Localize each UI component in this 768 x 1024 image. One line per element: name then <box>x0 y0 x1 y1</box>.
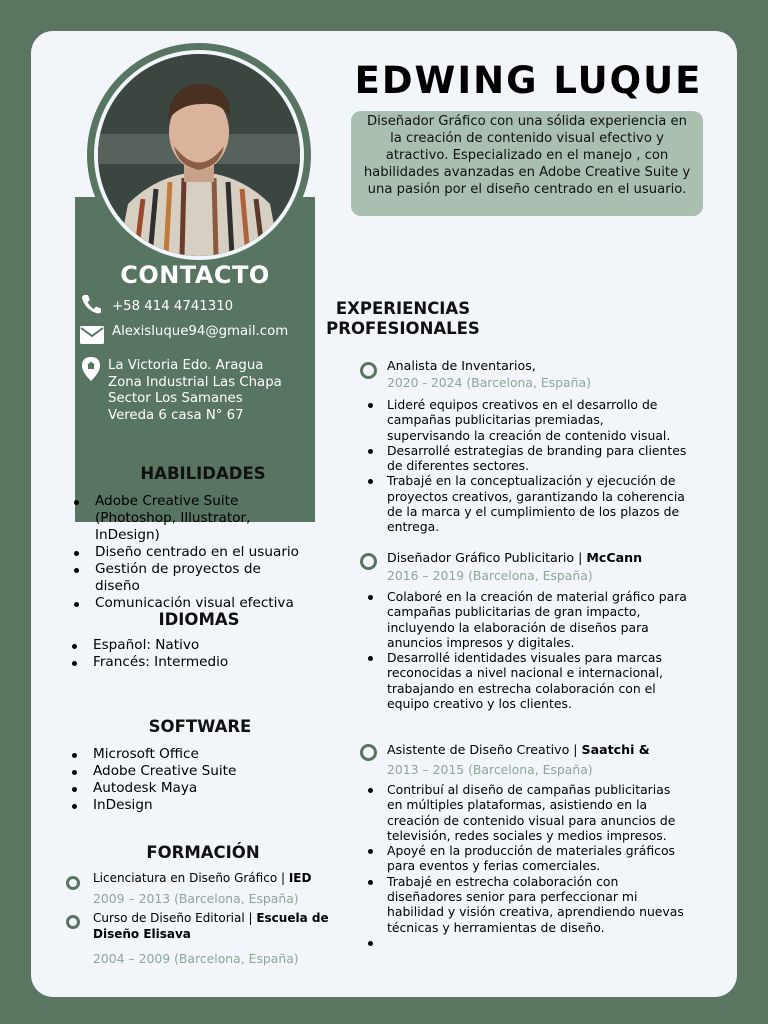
list-item: Apoyé en la producción de materiales gráficos para eventos y ferias comerciales. <box>387 843 687 874</box>
list-item: Adobe Creative Suite (Photoshop, Illustrator, InDesign) <box>95 493 305 544</box>
job-bullets-3 <box>387 782 687 950</box>
list-item: Microsoft Office <box>93 746 293 763</box>
ring-bullet-icon <box>360 744 377 761</box>
list-item: Desarrollé estrategias de branding para clientes de diferentes sectores. <box>387 442 687 474</box>
location-pin-icon <box>82 357 102 381</box>
job-title-1: Analista de Inventarios, <box>387 358 536 373</box>
ring-bullet-icon <box>66 876 80 890</box>
resume-card <box>31 31 737 997</box>
list-item: Colaboré en la creación de material gráfico para campañas publicitarias de gran impacto, incluyendo la elaboración de diseños para anuncios impresos y digitales. <box>387 589 687 650</box>
candidate-name: EDWING LUQUE <box>354 59 703 102</box>
list-item: Comunicación visual efectiva <box>95 595 305 612</box>
education-item-2: Curso de Diseño Editorial | Escuela de Diseño Elisava <box>93 911 329 941</box>
ring-bullet-icon <box>66 915 80 929</box>
contact-email[interactable]: Alexisluque94@gmail.com <box>112 324 289 339</box>
education-item-1: Licenciatura en Diseño Gráfico | IED <box>93 871 312 885</box>
job-title-2: Diseñador Gráfico Publicitario | McCann <box>387 550 643 565</box>
job-dates-2: 2016 – 2019 (Barcelona, España) <box>387 568 593 583</box>
list-item: Lideré equipos creativos en el desarrollo de campañas publicitarias premiadas, supervisando la creación de contenido visual. <box>387 397 687 443</box>
list-item: Trabajé en estrecha colaboración con diseñadores senior para perfeccionar mi habilidad y visión creativa, aprendiendo nuevas técnicas y herramientas de diseño. <box>387 874 687 935</box>
list-item: InDesign <box>93 797 293 814</box>
job-title-3: Asistente de Diseño Creativo | Saatchi & <box>387 742 650 757</box>
list-item <box>387 935 687 950</box>
list-item: Trabajé en la conceptualización y ejecución de proyectos creativos, garantizando la coherencia de la marca y el cumplimiento de los plazos de entrega. <box>387 473 687 534</box>
list-item: Diseño centrado en el usuario <box>95 544 305 561</box>
education-dates-1: 2009 – 2013 (Barcelona, España) <box>93 891 299 906</box>
list-item: Francés: Intermedio <box>93 654 293 671</box>
experience-title: EXPERIENCIAS PROFESIONALES <box>326 299 480 338</box>
ring-bullet-icon <box>360 553 377 570</box>
education-dates-2: 2004 – 2009 (Barcelona, España) <box>93 951 299 966</box>
profile-summary: Diseñador Gráfico con una sólida experiencia en la creación de contenido visual efectivo y atractivo. Especializado en el manejo , con habilidades avanzadas en Adobe Creative Suite y una pasión por el diseño centrado en el usuario. <box>351 111 703 216</box>
contact-title: CONTACTO <box>120 261 270 289</box>
profile-photo-frame <box>87 43 311 267</box>
languages-title: IDIOMAS <box>158 610 240 629</box>
skills-list <box>95 493 305 612</box>
profile-photo <box>98 54 300 256</box>
software-list <box>93 746 293 814</box>
list-item: Gestión de proyectos de diseño <box>95 561 305 595</box>
job-dates-1: 2020 - 2024 (Barcelona, España) <box>387 375 591 390</box>
list-item: Contribuí al diseño de campañas publicitarias en múltiples plataformas, asistiendo en la creación de contenido visual para anuncios de televisión, redes sociales y medios impresos. <box>387 782 687 843</box>
list-item: Adobe Creative Suite <box>93 763 293 780</box>
software-title: SOFTWARE <box>148 717 252 736</box>
job-bullets-2 <box>387 589 687 711</box>
languages-list <box>93 637 293 671</box>
contact-phone[interactable]: +58 414 4741310 <box>112 299 234 314</box>
skills-title: HABILIDADES <box>140 464 266 483</box>
education-title: FORMACIÓN <box>146 843 260 862</box>
list-item: Español: Nativo <box>93 637 293 654</box>
phone-icon <box>80 294 104 314</box>
envelope-icon <box>80 326 104 344</box>
list-item: Desarrollé identidades visuales para marcas reconocidas a nivel nacional e internacional, trabajando en estrecha colaboración con el equipo creativo y los clientes. <box>387 650 687 711</box>
contact-address: La Victoria Edo. Aragua Zona Industrial Las Chapa Sector Los Samanes Vereda 6 casa N° 67 <box>108 358 282 423</box>
list-item: Autodesk Maya <box>93 780 293 797</box>
job-dates-3: 2013 – 2015 (Barcelona, España) <box>387 762 593 777</box>
ring-bullet-icon <box>360 362 377 379</box>
job-bullets-1 <box>387 397 687 535</box>
